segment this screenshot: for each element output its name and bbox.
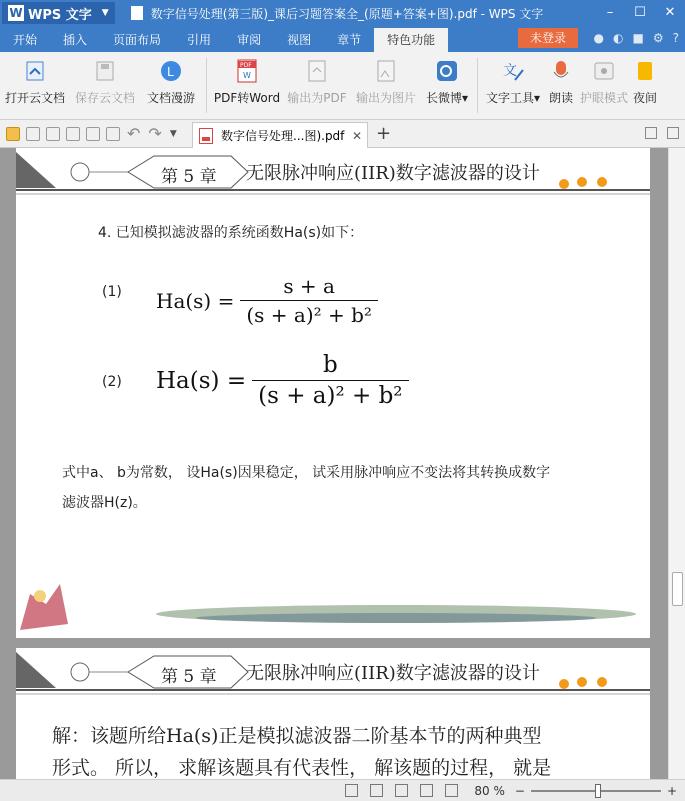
chapter-label: 第 5 章 [161,667,217,687]
chevron-down-icon[interactable]: ▼ [169,128,177,139]
open-cloud-doc-button[interactable] [0,52,70,119]
ribbon-separator [477,58,478,113]
equation-numerator: s + a [283,274,335,298]
scrollbar-thumb[interactable] [672,572,683,606]
document-page [16,648,650,779]
pdf-file-icon [199,128,213,144]
tab-view[interactable]: 视图 [287,33,312,47]
ribbon-toolbar [0,52,685,120]
read-aloud-button[interactable] [544,52,578,119]
document-area[interactable] [0,148,685,779]
equation-1 [156,274,378,327]
print-preview-icon[interactable] [86,127,100,141]
solution-text [52,720,637,779]
equation-number: (2) [102,374,122,390]
window-title-text: 数字信号处理(第三版)_课后习题答案全_(原题+答案+图).pdf - WPS 文字 [150,6,544,21]
export-icon[interactable] [106,127,120,141]
svg-text:文: 文 [503,63,517,79]
eye-protect-icon [591,58,617,84]
equation-number: (1) [102,284,122,300]
vertical-scrollbar[interactable] [668,148,685,779]
save-as-icon[interactable] [46,127,60,141]
feedback-icon[interactable]: ◐ [613,31,624,45]
ribbon-label: 文字工具 [485,91,534,105]
equation-lhs: Ha(s) = [156,367,247,394]
tab-insert[interactable]: 插入 [63,33,88,47]
print-icon[interactable] [66,127,80,141]
tab-chapter[interactable]: 章节 [337,33,362,47]
help-button[interactable]: ? [672,31,679,45]
open-folder-icon[interactable] [6,127,20,141]
cloud-save-icon [92,58,118,84]
export-image-button[interactable] [351,52,421,119]
new-tab-button[interactable]: + [376,123,392,144]
cloud-open-icon [22,58,48,84]
minimize-button[interactable]: – [606,5,614,20]
gear-icon[interactable]: ⚙ [652,31,664,45]
restore-icon[interactable] [667,127,679,139]
weibo-icon [434,58,460,84]
redo-icon[interactable]: ↷ [148,124,162,143]
web-view-icon[interactable] [420,784,433,797]
tab-page-layout[interactable]: 页面布局 [113,33,162,47]
document-tab[interactable] [192,122,368,148]
zoom-slider-thumb[interactable] [595,784,601,798]
ribbon-label: PDF转Word [213,91,281,105]
document-icon [131,6,143,20]
document-page [16,148,650,638]
ribbon-label: 长微博 [425,91,462,105]
solution-line: 解：该题所给Ha(s)正是模拟滤波器二阶基本节的两种典型 [52,725,542,747]
question-text: 4. 已知模拟滤波器的系统函数Ha(s)如下： [98,225,364,241]
chevron-down-icon: ▼ [101,8,109,18]
window-title [131,5,544,22]
fullscreen-icon[interactable] [345,784,358,797]
solution-line: 形式。 所以， 求解该题具有代表性， 解该题的过程， 就是 [52,757,552,779]
tab-review[interactable]: 审阅 [237,33,262,47]
export-image-icon [373,58,399,84]
quick-access-toolbar [0,120,685,148]
chevron-down-icon: ▾ [461,91,469,105]
text-tools-button[interactable] [482,52,544,119]
long-weibo-button[interactable] [421,52,473,119]
zoom-out-button[interactable]: − [514,783,525,798]
ribbon-label: 朗读 [548,91,573,105]
svg-text:L: L [167,65,174,79]
skin-icon[interactable]: ● [593,31,605,45]
export-pdf-icon [304,58,330,84]
ribbon-label: 文档漫游 [146,91,195,105]
shirt-icon[interactable]: ■ [632,31,644,45]
ribbon-label: 夜间 [632,91,657,105]
login-button[interactable]: 未登录 [518,28,578,48]
document-tab-label: 数字信号处理...图).pdf [221,129,345,143]
night-mode-icon [632,58,658,84]
tab-special-features[interactable]: 特色功能 [374,28,448,52]
night-mode-button[interactable] [630,52,660,119]
close-button[interactable]: ✕ [664,5,676,20]
eye-icon[interactable] [445,784,458,797]
page-footer-landscape-decoration [16,574,650,638]
layout-icon[interactable] [645,127,657,139]
equation-denominator: (s + a)² + b² [240,300,378,327]
save-cloud-doc-button[interactable] [70,52,140,119]
app-name: WPS 文字 [28,7,92,23]
text-tools-icon [500,58,526,84]
chapter-label: 第 5 章 [161,167,217,187]
pdf-to-word-button[interactable] [211,52,283,119]
undo-icon[interactable]: ↶ [127,124,141,143]
zoom-level[interactable]: 80 % [474,783,505,798]
pdf-to-word-icon [234,58,260,84]
chapter-title: 无限脉冲响应(IIR)数字滤波器的设计 [246,663,540,684]
equation-2 [156,352,409,409]
equation-denominator: (s + a)² + b² [252,380,408,409]
page-view-icon[interactable] [370,784,383,797]
paragraph [62,458,622,518]
chevron-down-icon: ▾ [533,91,541,105]
ribbon-label: 护眼模式 [579,91,628,105]
eye-protect-button[interactable] [578,52,630,119]
zoom-slider[interactable] [531,790,661,792]
read-aloud-icon [548,58,574,84]
equation-numerator: b [322,352,338,378]
status-bar [0,779,685,801]
ribbon-label: 保存云文档 [74,91,135,105]
save-icon[interactable] [26,127,40,141]
svg-text:W: W [243,71,251,80]
ribbon-label: 打开云文档 [4,91,65,105]
ribbon-separator [206,58,207,113]
equation-lhs: Ha(s) = [156,288,235,313]
doc-roam-button[interactable] [140,52,202,119]
menu-bar [0,26,685,52]
close-icon[interactable]: ✕ [351,128,362,143]
export-pdf-button[interactable] [283,52,351,119]
paragraph-line: 式中a、 b为常数， 设Ha(s)因果稳定， 试采用脉冲响应不变法将其转换成数字 [62,465,551,481]
svg-text:PDF: PDF [240,62,252,69]
ribbon-label: 输出为图片 [355,91,416,105]
paragraph-line: 滤波器H(z)。 [62,495,147,511]
tab-start[interactable]: 开始 [13,33,38,47]
wps-logo-icon: W [9,6,23,20]
outline-view-icon[interactable] [395,784,408,797]
app-menu-button[interactable] [2,2,115,24]
zoom-in-button[interactable]: + [666,783,677,798]
cloud-roam-icon [158,58,184,84]
maximize-button[interactable]: ☐ [634,5,646,20]
title-bar [0,0,685,26]
ribbon-label: 输出为PDF [287,91,347,105]
chapter-title: 无限脉冲响应(IIR)数字滤波器的设计 [246,163,540,184]
tab-references[interactable]: 引用 [187,33,212,47]
